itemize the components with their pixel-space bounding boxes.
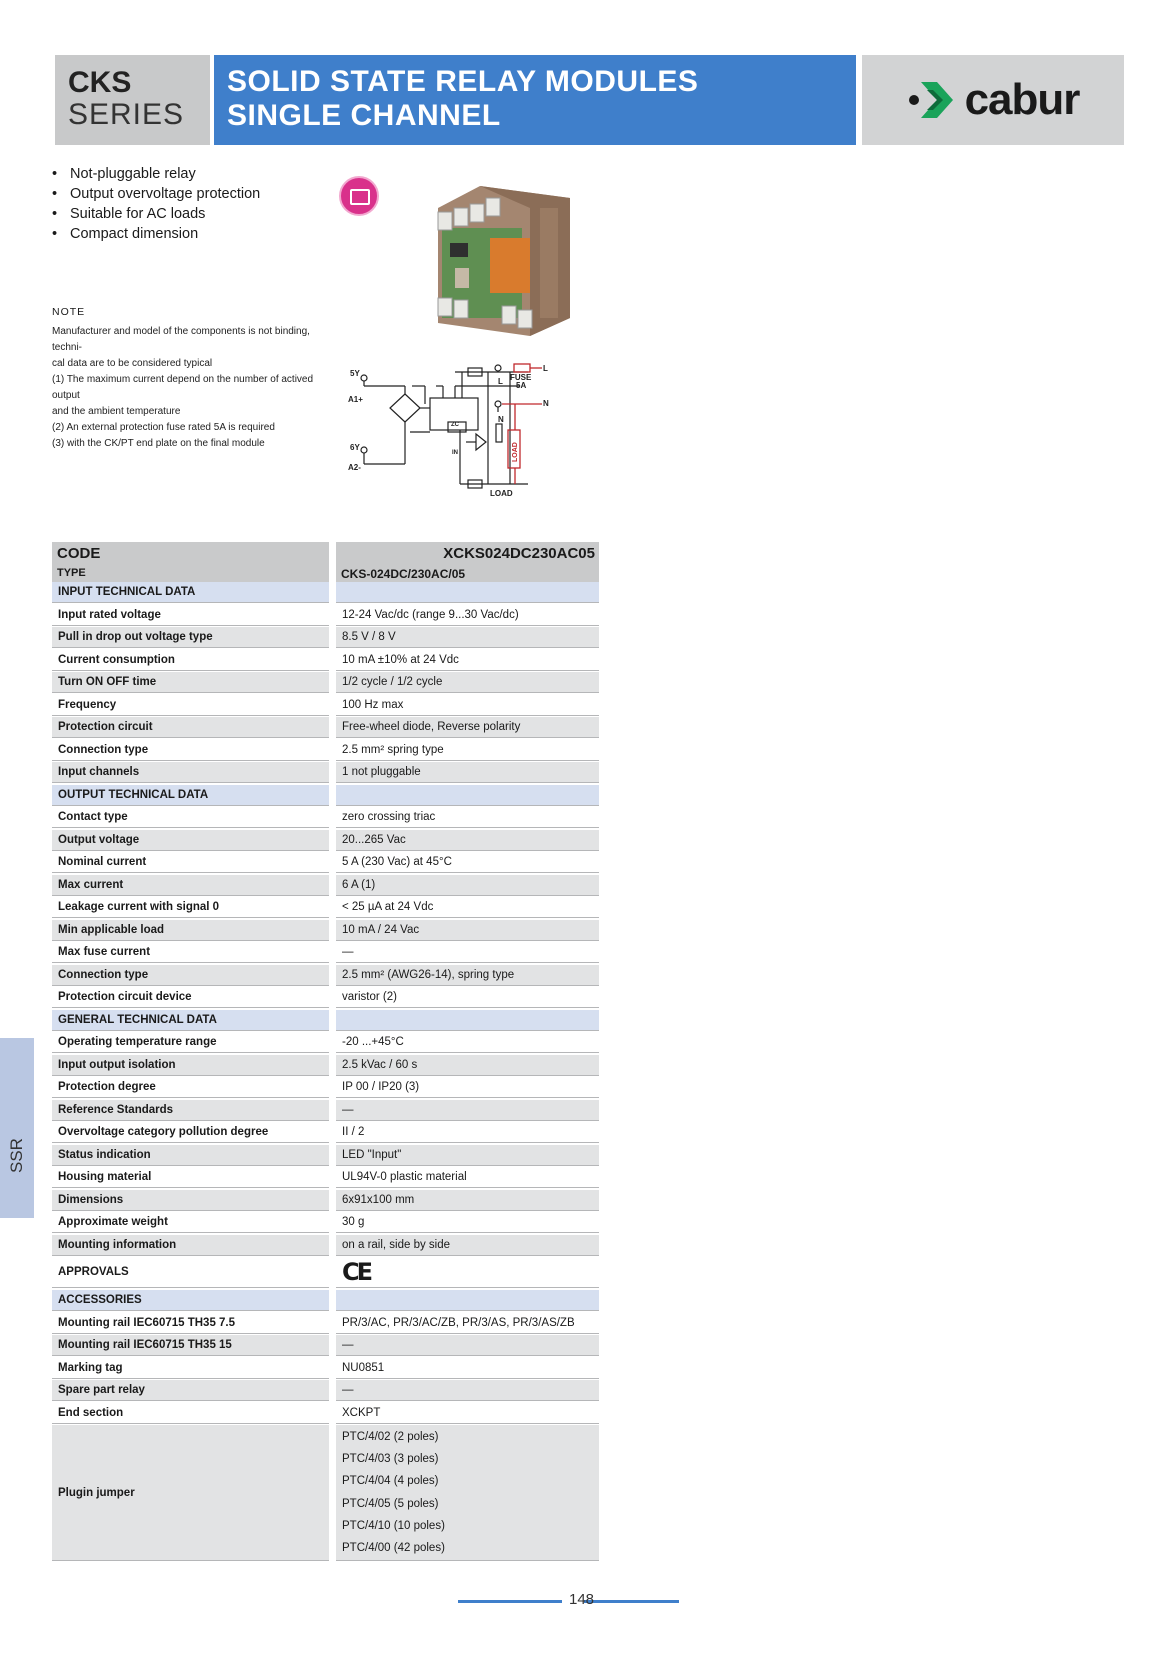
approvals-value [336,1257,599,1288]
spec-value: on a rail, side by side [336,1235,599,1256]
series-code: CKS [68,66,132,99]
section-title: INPUT TECHNICAL DATA [52,582,329,603]
jumper-value: PTC/4/10 (10 poles) [342,1519,445,1532]
load-resistor-label: LOAD [512,442,519,462]
spec-value: LED "Input" [336,1145,599,1166]
spec-row [52,627,599,650]
spec-value: — [336,1100,599,1121]
zc-label: ZC [451,422,459,428]
page-number: 148 [569,1591,595,1608]
spec-value: 6 A (1) [336,875,599,896]
series-label: SERIES [68,98,185,131]
note-line: cal data are to be considered typical [52,358,213,369]
series-box [55,55,210,145]
spec-value [336,785,599,806]
feature-item: • Compact dimension [52,224,260,244]
spec-value: II / 2 [336,1122,599,1143]
n-right-label: N [543,399,549,408]
spec-label: Dimensions [52,1190,329,1211]
spec-value: varistor (2) [336,987,599,1008]
spec-row [52,1235,599,1258]
spec-label: Approximate weight [52,1212,329,1233]
spec-row [52,942,599,965]
code-value: XCKS024DC230AC05 [443,545,595,562]
spec-section-row [52,1010,599,1033]
spec-row [52,1358,599,1381]
spec-row [52,695,599,718]
spec-table [52,542,599,1561]
spec-row [52,717,599,740]
spec-label: Frequency [52,695,329,716]
spec-label: Max current [52,875,329,896]
type-label: TYPE [57,567,86,579]
section-title: ACCESSORIES [52,1290,329,1311]
spec-value: 1 not pluggable [336,762,599,783]
approvals-label: APPROVALS [52,1257,329,1288]
spec-label: End section [52,1403,329,1424]
spec-section-row [52,1290,599,1313]
spec-row [52,1313,599,1336]
spec-label: Turn ON OFF time [52,672,329,693]
spec-row [52,1212,599,1235]
brand-mark-icon [907,78,959,122]
spec-row [52,852,599,875]
spec-value: 6x91x100 mm [336,1190,599,1211]
spec-label: Output voltage [52,830,329,851]
spec-label: Protection circuit device [52,987,329,1008]
spec-row [52,1167,599,1190]
n-label: N [498,415,504,424]
page-rule-right [584,1600,679,1603]
spec-value: 10 mA ±10% at 24 Vdc [336,650,599,671]
pin-label: 5Y [350,369,360,378]
certification-badge-icon [339,176,379,216]
section-title: OUTPUT TECHNICAL DATA [52,785,329,806]
spec-label: Contact type [52,807,329,828]
spec-header [52,542,599,582]
title-line-2: SINGLE CHANNEL [227,99,501,132]
spec-label: Spare part relay [52,1380,329,1401]
page-title [214,55,856,145]
spec-value: — [336,1380,599,1401]
jumper-value: PTC/4/00 (42 poles) [342,1542,445,1555]
spec-row [52,1190,599,1213]
feature-list [52,164,260,244]
spec-value: -20 ...+45°C [336,1032,599,1053]
spec-value: Free-wheel diode, Reverse polarity [336,717,599,738]
spec-label: Status indication [52,1145,329,1166]
spec-header-right [336,542,599,582]
feature-item: • Not-pluggable relay [52,164,260,184]
spec-value: zero crossing triac [336,807,599,828]
spec-label: Leakage current with signal 0 [52,897,329,918]
spec-value: < 25 µA at 24 Vdc [336,897,599,918]
approvals-row [52,1257,599,1290]
a1-label: A1+ [348,395,363,404]
jumper-value: PTC/4/03 (3 poles) [342,1452,439,1465]
spec-row [52,897,599,920]
spec-row [52,605,599,628]
accessory-rows [52,1290,599,1425]
spec-value: 100 Hz max [336,695,599,716]
spec-label: Max fuse current [52,942,329,963]
ce-mark-icon: CE [342,1258,371,1286]
plugin-jumper-row [52,1425,599,1561]
spec-value: 2.5 mm² spring type [336,740,599,761]
feature-item: • Suitable for AC loads [52,204,260,224]
spec-rows [52,582,599,1257]
spec-row [52,1055,599,1078]
spec-row [52,650,599,673]
spec-value: 30 g [336,1212,599,1233]
spec-row [52,1380,599,1403]
a2-label: A2- [348,463,361,472]
spec-row [52,830,599,853]
brand-logo [862,55,1124,145]
spec-value [336,582,599,603]
code-label: CODE [57,545,101,562]
jumper-value: PTC/4/05 (5 poles) [342,1497,439,1510]
l-label: L [498,377,503,386]
spec-value [336,1010,599,1031]
spec-label: Mounting rail IEC60715 TH35 15 [52,1335,329,1356]
pin-label: 6Y [350,443,360,452]
spec-label: Connection type [52,965,329,986]
spec-label: Min applicable load [52,920,329,941]
plugin-jumper-label: Plugin jumper [52,1425,329,1561]
in-label: IN [452,450,458,456]
spec-row [52,740,599,763]
spec-label: Input rated voltage [52,605,329,626]
load-label: LOAD [490,489,513,498]
spec-section-row [52,785,599,808]
spec-header-left [52,542,329,582]
note-title: NOTE [52,306,86,318]
spec-row [52,1403,599,1426]
spec-row [52,875,599,898]
note-line: Manufacturer and model of the components is not binding, techni- [52,326,310,353]
spec-row [52,762,599,785]
spec-value: 2.5 mm² (AWG26-14), spring type [336,965,599,986]
section-side-tab [0,1038,34,1218]
note-line: and the ambient temperature [52,406,181,417]
spec-label: Protection degree [52,1077,329,1098]
spec-value: PR/3/AC, PR/3/AC/ZB, PR/3/AS, PR/3/AS/ZB [336,1313,599,1334]
spec-value: NU0851 [336,1358,599,1379]
wiring-diagram [348,364,585,527]
spec-row [52,987,599,1010]
spec-value: 5 A (230 Vac) at 45°C [336,852,599,873]
spec-section-row [52,582,599,605]
jumper-value: PTC/4/04 (4 poles) [342,1475,439,1488]
product-image [420,168,590,343]
fuse-rating-label: 5A [516,381,527,390]
l-right-label: L [543,364,548,373]
feature-item: • Output overvoltage protection [52,184,260,204]
title-line-1: SOLID STATE RELAY MODULES [227,65,699,98]
spec-value: — [336,942,599,963]
spec-row [52,1145,599,1168]
spec-label: Connection type [52,740,329,761]
spec-value: 8.5 V / 8 V [336,627,599,648]
type-value: CKS-024DC/230AC/05 [341,567,466,581]
spec-value: 20...265 Vac [336,830,599,851]
spec-label: Protection circuit [52,717,329,738]
note-block [52,306,332,452]
spec-value: 1/2 cycle / 1/2 cycle [336,672,599,693]
plugin-jumper-values [336,1425,599,1561]
spec-label: Overvoltage category pollution degree [52,1122,329,1143]
note-line: (3) with the CK/PT end plate on the final module [52,438,265,449]
note-line: (2) An external protection fuse rated 5A is required [52,422,275,433]
spec-label: Reference Standards [52,1100,329,1121]
spec-value: IP 00 / IP20 (3) [336,1077,599,1098]
spec-label: Input output isolation [52,1055,329,1076]
spec-row [52,1100,599,1123]
brand-wordmark: cabur [964,75,1080,124]
spec-label: Marking tag [52,1358,329,1379]
jumper-value: PTC/4/02 (2 poles) [342,1430,439,1443]
page-rule-left [458,1600,562,1603]
spec-label: Pull in drop out voltage type [52,627,329,648]
spec-row [52,965,599,988]
side-tab-label: SSR [7,1138,26,1173]
spec-value: UL94V-0 plastic material [336,1167,599,1188]
spec-label: Current consumption [52,650,329,671]
note-line: (1) The maximum current depend on the number of actived output [52,374,314,401]
spec-label: Input channels [52,762,329,783]
spec-value: — [336,1335,599,1356]
spec-row [52,1077,599,1100]
section-title: GENERAL TECHNICAL DATA [52,1010,329,1031]
spec-row [52,807,599,830]
spec-row [52,1122,599,1145]
spec-value: 12-24 Vac/dc (range 9...30 Vac/dc) [336,605,599,626]
spec-value: 10 mA / 24 Vac [336,920,599,941]
spec-label: Mounting rail IEC60715 TH35 7.5 [52,1313,329,1334]
spec-label: Mounting information [52,1235,329,1256]
spec-row [52,1032,599,1055]
spec-value: XCKPT [336,1403,599,1424]
spec-row [52,1335,599,1358]
spec-row [52,920,599,943]
spec-value [336,1290,599,1311]
spec-label: Housing material [52,1167,329,1188]
spec-row [52,672,599,695]
spec-label: Operating temperature range [52,1032,329,1053]
spec-label: Nominal current [52,852,329,873]
fuse-label: FUSE [510,373,532,382]
spec-value: 2.5 kVac / 60 s [336,1055,599,1076]
